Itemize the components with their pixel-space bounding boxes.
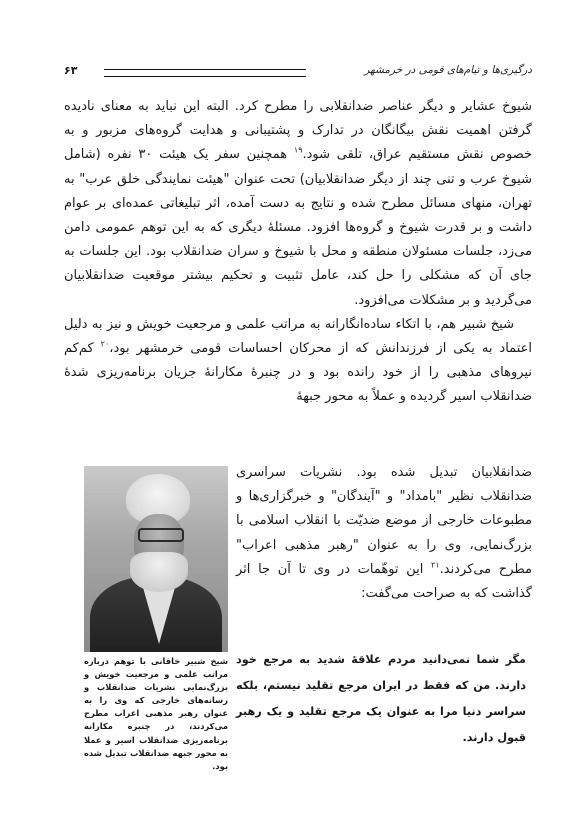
block-quote: مگر شما نمی‌دانید مردم علاقهٔ شدید به مرجع خود دارند. من که فقط در ایران مرجع تقلید نیستم، بلکه سراسر دنیا مرا به عنوان یک مرجع تقلید و یک رهبر قبول دارند.: [236, 653, 526, 744]
paragraph-3: ضدانقلابیان تبدیل شده بود. نشریات سراسری ضدانقلاب نظیر "بامداد" و "آیندگان" و خبرگزاری‌ها و مطبوعات خارجی از موضع ضدیّت با انقلاب اسلامی با بزرگ‌نمایی، وی را به عنوان "رهبر مذهبی اعراب" مطرح می‌کردند.$^{۲۱}$ این توهّمات در وی تا آن جا اثر گذاشت که به صراحت می‌گفت:: [236, 465, 532, 602]
photo-caption: شیخ شبیر خاقانی با توهم درباره مراتب علمی و مرجعیت خویش و بزرگ‌نمایی نشریات ضدانقلاب و رسانه‌های خارجی که وی را به عنوان رهبر مذهبی اعراب مطرح می‌کردند، در چنبره مکارانه برنامه‌ریزی ضدانقلاب اسیر و عملا به محور جبهه ضدانقلاب تبدیل شده بود.: [84, 656, 228, 771]
paragraph-2: شیخ شبیر هم، با اتکاء ساده‌انگارانه به مراتب علمی و مرجعیت خویش و نیز به دلیل اعتماد به یکی از فرزندانش که از محرکان احساسات قومی خرمشهر بود،$^{۲۰}$ کم‌کم نیروهای مذهبی را از خود رانده بود و در چنبرهٔ مکارانهٔ جریان برنامه‌ریزی شدهٔ ضدانقلاب اسیر گردیده و عملاً به محور جبههٔ: [64, 316, 532, 405]
portrait-photo: [84, 466, 228, 652]
header-double-rule: [104, 69, 306, 77]
paragraph-1: شیوخ عشایر و دیگر عناصر ضدانقلابی را مطرح کرد. البته این نباید به معنای نادیده گرفتن اهمیت نقش بیگانگان در تدارک و پشتیبانی و هدایت گروه‌های مزبور و به خصوص نقش مستقیم عراق، تلقی شود.$^{۱۹}$ همچنین سفر یک هیئت ۳۰ نفره (شامل شیوخ عرب و تنی چند از دیگر ضدانقلابیان) تحت عنوان "هیئت نمایندگی خلق عرب" به تهران، منهای مسائل مطرح شده و نتایج به دست آمده، اثر تبلیغاتی عمده‌ای بر عوام داشت و بر قدرت شیوخ و گروه‌ها افزود. مسئلهٔ دیگری که به این توهم عمومی دامن می‌زد، جلسات مسئولان منطقه و محل با شیوخ و سران ضدانقلاب بود. این جلسات به جای آن که مشکلی را حل کند، عامل تثبیت و تحکیم بیشتر موقعیت ضدانقلابیان می‌گردید و بر مشکلات می‌افزود.: [64, 99, 533, 308]
footnote-ref-21[interactable]: ۲۱: [431, 560, 440, 570]
footnote-ref-20[interactable]: ۲۰: [100, 339, 110, 349]
page-header: [64, 64, 532, 82]
running-title: درگیری‌ها و تیام‌های قومی در خرمشهر: [364, 64, 532, 76]
wrapped-text: [236, 461, 532, 606]
footnote-ref-19[interactable]: ۱۹: [293, 146, 303, 156]
page-number: ۶۳: [64, 64, 78, 77]
main-text: [64, 95, 532, 410]
